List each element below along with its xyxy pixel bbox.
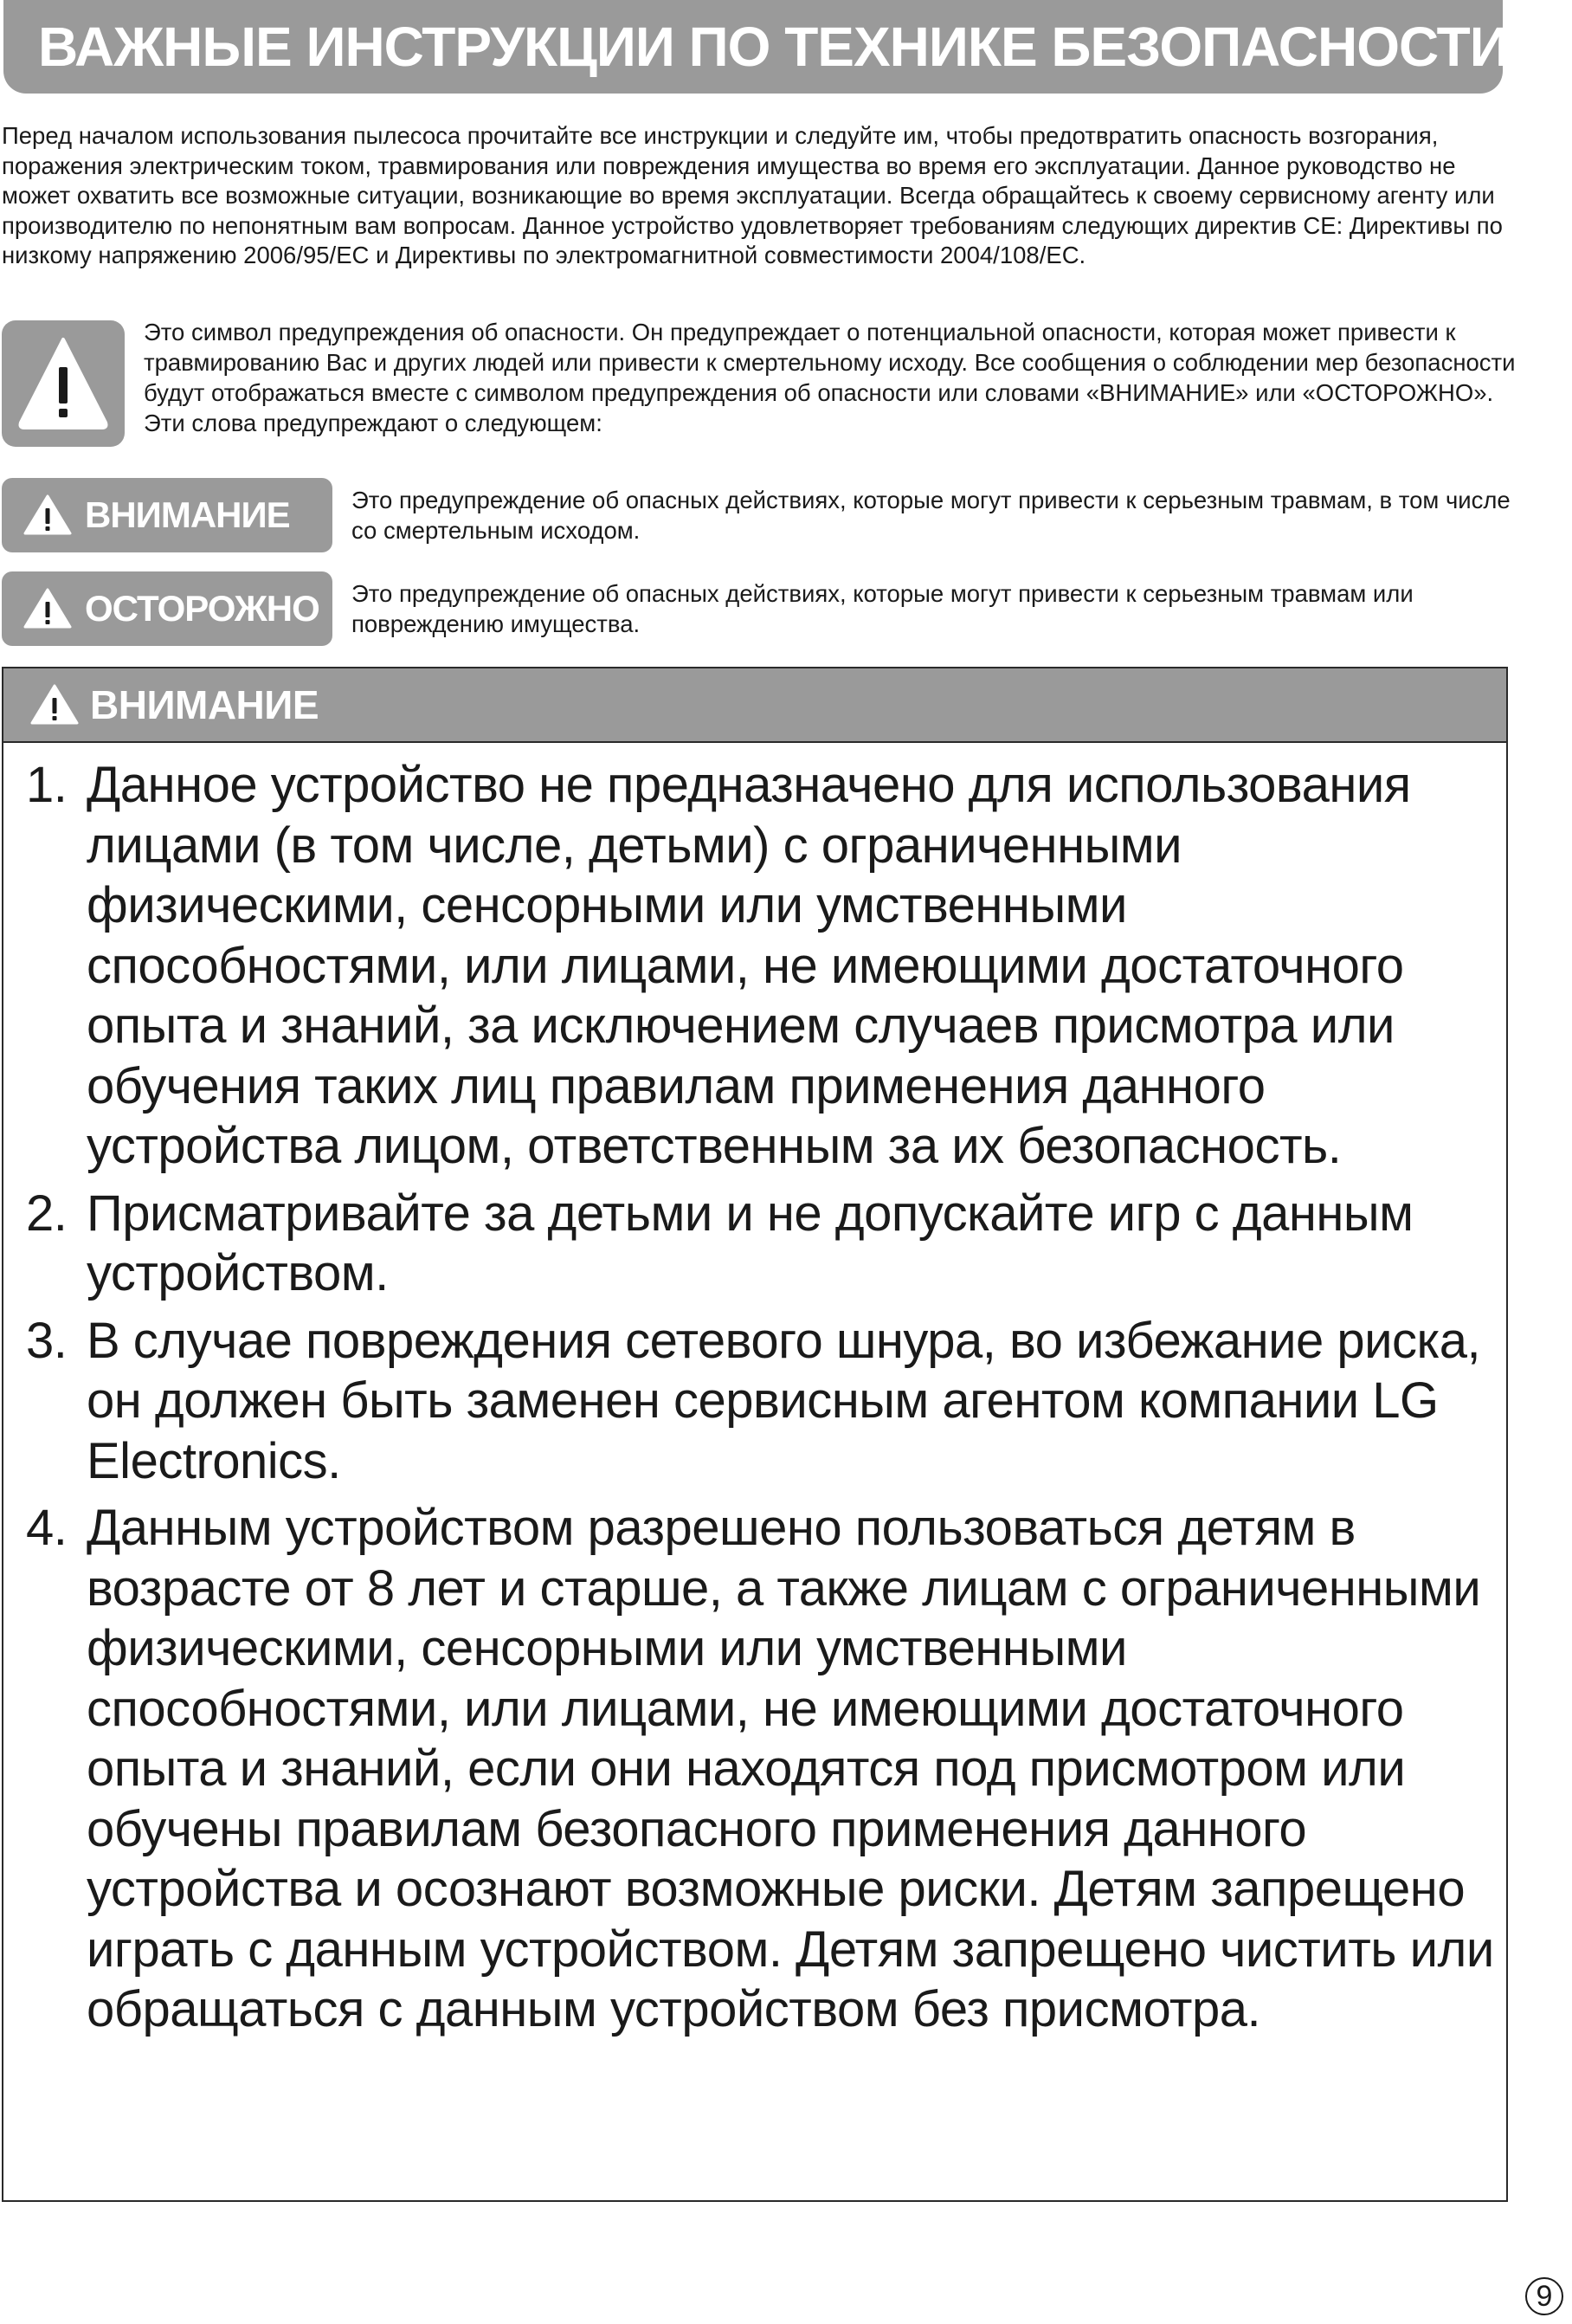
title-bar (3, 0, 1509, 94)
signal-word-description: Это предупреждение об опасных действиях, которые могут привести к серьезным травмам или повреждению имущества. (351, 580, 1414, 637)
item-number: 4. (26, 1500, 68, 1556)
warning-triangle-icon (23, 587, 73, 630)
signal-word-label: ВНИМАНИЕ (85, 494, 290, 535)
warning-triangle-icon (29, 683, 80, 726)
hazard-symbol-box (2, 320, 125, 447)
signal-badge-vnimanie (2, 478, 332, 552)
page-title: ВАЖНЫЕ ИНСТРУКЦИИ ПО ТЕХНИКЕ БЕЗОПАСНОСТИ (38, 16, 1509, 78)
item-text: Данное устройство не предназначено для использования лицами (в том числе, детьми) с ограниченными физическими, сенсорными или умственными способностями, или лицами, не имеющими достаточного опыта и знаний, за исключением случаев присмотра или обучения таких лиц правилам применения данного устройства лицом, ответственным за их безопасность. (87, 757, 1411, 1174)
warning-triangle-icon (23, 494, 73, 537)
signal-row-ostorozhno (0, 571, 1541, 649)
signal-word-description: Это предупреждение об опасных действиях, которые могут привести к серьезным травмам, в том числе со смертельным исходом. (351, 487, 1511, 544)
signal-word-label: ОСТОРОЖНО (85, 588, 319, 629)
warning-triangle-icon (16, 332, 111, 435)
item-text: Данным устройством разрешено пользоваться детям в возрасте от 8 лет и старше, а также лицам с ограниченными физическими, сенсорными или умственными способностями, или лицами, не имеющими достаточного опыта и знаний, если они находятся под присмотром или обучены правилам безопасного применения данного устройства и осознают возможные риски. Детям запрещено играть с данным устройством. Детям запрещено чистить или обращаться с данным устройством без присмотра. (87, 1500, 1494, 2037)
item-number: 1. (26, 757, 68, 813)
warning-box-header (3, 668, 1506, 743)
list-item (26, 1184, 1498, 1304)
list-item (26, 755, 1498, 1177)
hazard-symbol-block (0, 320, 1541, 450)
item-number: 2. (26, 1185, 68, 1242)
page-number: 9 (1525, 2277, 1563, 2315)
signal-row-vnimanie (0, 478, 1541, 556)
intro-paragraph: Перед началом использования пылесоса прочитайте все инструкции и следуйте им, чтобы предотвратить опасность возгорания, поражения электрическим током, травмирования или повреждения имущества во время его эксплуатации. Данное руководство не может охватить все возможные ситуации, возникающие во время эксплуатации. Всегда обращайтесь к своему сервисному агенту или производителю по непонятным вам вопросам. Данное устройство удовлетворяет требованиям следующих директив CE: Директивы по низкому напряжению 2006/95/EC и Директивы по электромагнитной совместимости 2004/108/EC. (2, 122, 1503, 268)
item-text: Присматривайте за детьми и не допускайте игр с данным устройством. (87, 1185, 1414, 1301)
warning-list (26, 755, 1498, 2047)
warning-box-heading: ВНИМАНИЕ (90, 682, 319, 727)
item-text: В случае повреждения сетевого шнура, во избежание риска, он должен быть заменен сервисным агентом компании LG Electronics. (87, 1312, 1481, 1489)
list-item (26, 1311, 1498, 1492)
item-number: 3. (26, 1312, 68, 1369)
hazard-symbol-text: Это символ предупреждения об опасности. Он предупреждает о потенциальной опасности, которая может привести к травмированию Вас и других людей или привести к смертельному исходу. Все сообщения о соблюдении мер безопасности будут отображаться вместе с символом предупреждения об опасности или словами «ВНИМАНИЕ» или «ОСТОРОЖНО». Эти слова предупреждают о следующем: (144, 319, 1516, 436)
warning-box (2, 667, 1508, 2202)
signal-badge-ostorozhno (2, 571, 332, 646)
list-item (26, 1498, 1498, 2040)
